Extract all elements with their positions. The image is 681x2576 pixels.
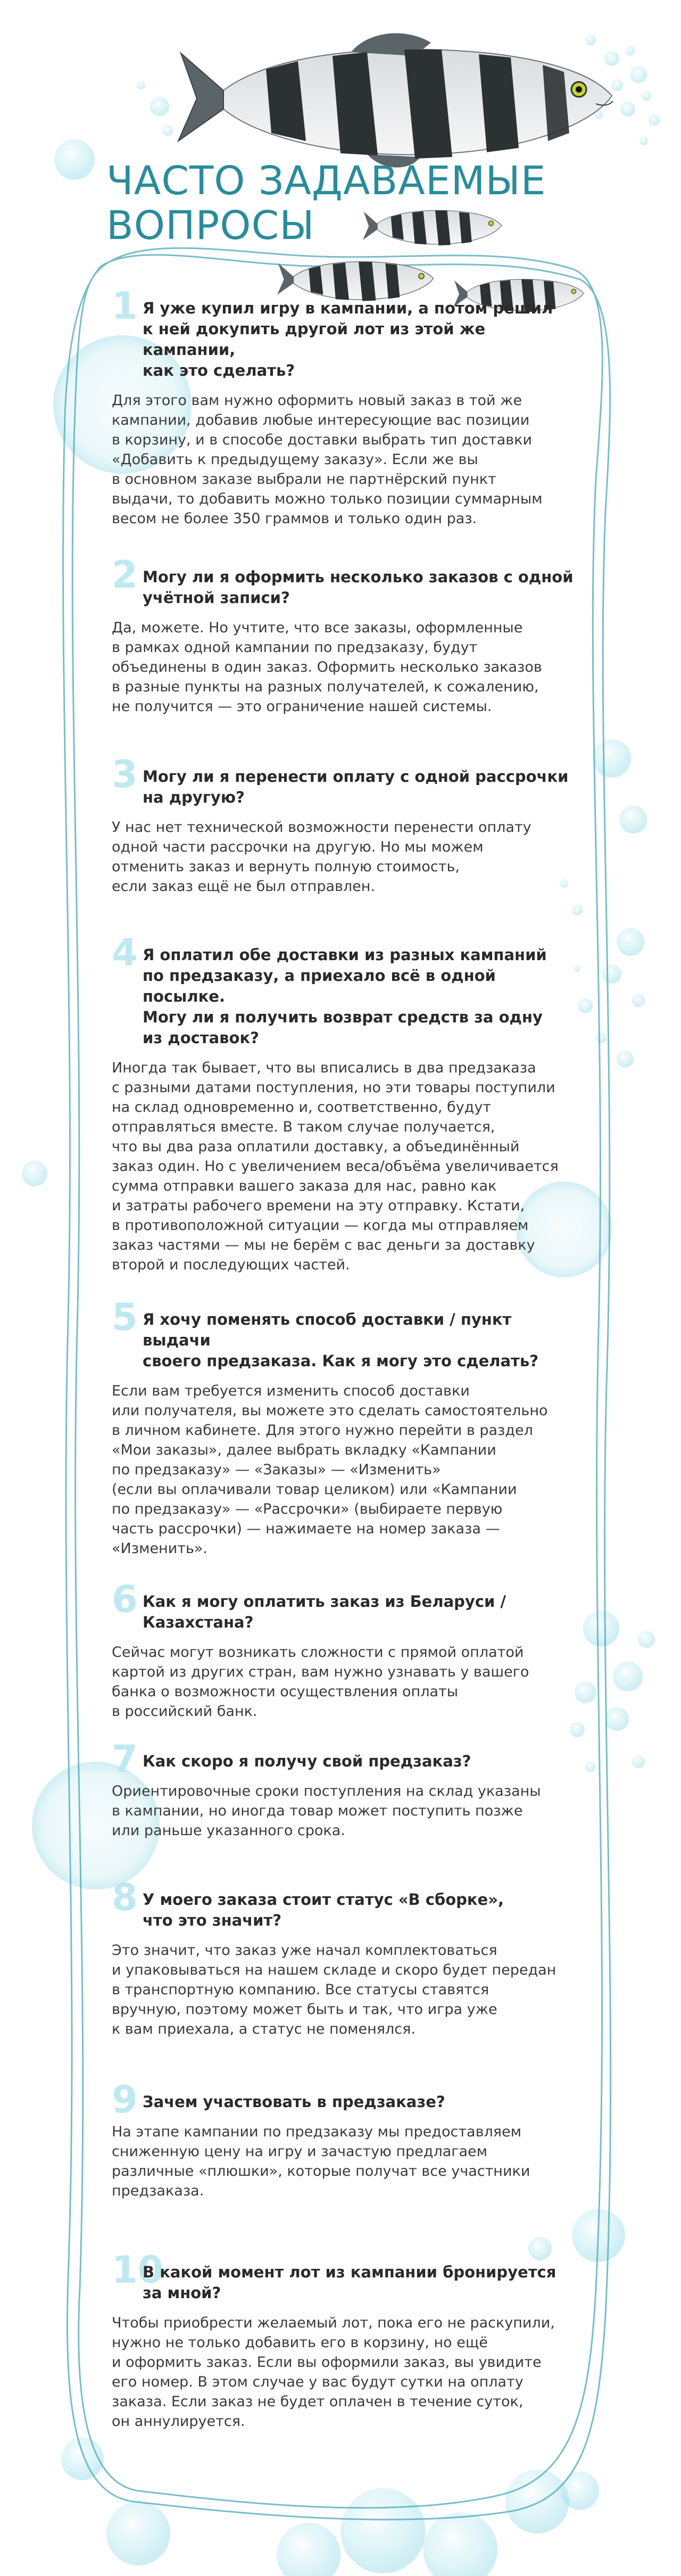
faq-item-3 (112, 753, 580, 896)
question-number: 2 (112, 553, 138, 597)
faq-item-4 (112, 931, 580, 1275)
faq-item-10 (112, 2248, 580, 2431)
question-number: 6 (112, 1578, 138, 1621)
page-title: ЧАСТО ЗАДАВАЕМЫЕ ВОПРОСЫ (106, 158, 546, 249)
question-number: 10 (112, 2248, 164, 2292)
answer-text: У нас нет технической возможности перенести оплату одной части рассрочки на другую. Но мы можем отменить заказ и вернуть полную стоимость, если заказ ещё не был отправлен. (112, 819, 531, 895)
faq-item-8 (112, 1876, 580, 2039)
answer-text: Для этого вам нужно оформить новый заказ в той же кампании, добавив любые интересующие вас позиции в корзину, и в способе доставки выбрать тип доставки «Добавить к предыдущему заказу». Если же вы в основном заказе выбрали не партнёрский пункт выдачи, то добавить можно только позиции суммарным весом не более 350 граммов и только один раз. (112, 392, 543, 527)
faq-item-9 (112, 2078, 580, 2201)
answer-text: Чтобы приобрести желаемый лот, пока его не раскупили, нужно не только добавить его в корзину, но ещё и оформить заказ. Если вы оформили заказ, вы увидите его номер. В этом случае у вас будут сутки на оплату заказа. Если заказ не будет оплачен в течение суток, он аннулируется. (112, 2315, 555, 2430)
question-title: Я оплатил обе доставки из разных кампаний по предзаказу, а приехало всё в одной посылке. Могу ли я получить возврат средств за одну из доставок? (143, 946, 547, 1047)
answer-text: Это значит, что заказ уже начал комплектоваться и упаковываться на нашем складе и скоро будет передан в транспортную компанию. Все статусы ставятся вручную, поэтому может быть и так, что игра уже к вам приехала, а статус не поменялся. (112, 1942, 557, 2037)
answer-text: Да, можете. Но учтите, что все заказы, оформленные в рамках одной кампании по предзаказу, будут объединены в один заказ. Оформить несколько заказов в разные пункты на разных получателей, к сожалению, не получится — это ограничение нашей системы. (112, 620, 542, 715)
faq-item-1 (112, 284, 580, 529)
question-number: 7 (112, 1737, 138, 1781)
question-title: Я уже купил игру в кампании, а потом решил к ней докупить другой лот из этой же кампании, как это сделать? (143, 299, 553, 379)
faq-item-7 (112, 1737, 580, 1840)
question-number: 1 (112, 284, 138, 328)
question-number: 3 (112, 753, 138, 796)
question-title: Могу ли я оформить несколько заказов с одной учётной записи? (143, 568, 574, 607)
question-title: Могу ли я перенести оплату с одной рассрочки на другую? (143, 767, 569, 806)
question-title: Зачем участвовать в предзаказе? (143, 2093, 445, 2111)
question-number: 8 (112, 1876, 138, 1919)
question-title: В какой момент лот из кампании бронируется за мной? (143, 2263, 557, 2302)
question-title: Как скоро я получу свой предзаказ? (143, 1752, 471, 1770)
answer-text: На этапе кампании по предзаказу мы предоставляем сниженную цену на игру и зачастую предлагаем различные «плюшки», которые получат все участники предзаказа. (112, 2124, 530, 2199)
answer-text: Ориентировочные сроки поступления на склад указаны в кампании, но иногда товар может поступить позже или раньше указанного срока. (112, 1783, 541, 1839)
question-number: 5 (112, 1295, 138, 1339)
faq-item-6 (112, 1578, 580, 1721)
question-number: 4 (112, 931, 138, 975)
answer-text: Иногда так бывает, что вы вписались в два предзаказа с разными датами поступления, но эти товары поступили на склад одновременно и, соответственно, будут отправляться вместе. В таком случае получается, что вы два раза оплатили доставку, а объединённый заказ один. Но с увеличением веса/объёма увеличивается сумма отправки вашего заказа для нас, равно как и затраты рабочего времени на эту отправку. Кстати, в противоположной ситуации — когда мы отправляем заказ частями — мы не берём с вас деньги за доставку второй и последующих частей. (112, 1060, 559, 1273)
answer-text: Сейчас могут возникать сложности с прямой оплатой картой из других стран, вам нужно узнавать у вашего банка о возможности осуществления оплаты в российский банк. (112, 1644, 529, 1720)
question-title: Я хочу поменять способ доставки / пункт выдачи своего предзаказа. Как я могу это сделать? (143, 1310, 539, 1370)
question-number: 9 (112, 2078, 138, 2121)
question-title: Как я могу оплатить заказ из Беларуси / Казахстана? (143, 1592, 506, 1631)
answer-text: Если вам требуется изменить способ доставки или получателя, вы можете это сделать самостоятельно в личном кабинете. Для этого нужно перейти в раздел «Мои заказы», далее выбрать вкладку «Кампании по предзаказу» — «Заказы» — «Изменить» (если вы оплачивали товар целиком) или «Кампании по предзаказу» — «Рассрочки» (выбираете первую часть рассрочки) — нажимаете на номер заказа — «Изменить». (112, 1383, 548, 1557)
faq-item-2 (112, 553, 580, 716)
question-title: У моего заказа стоит статус «В сборке», что это значит? (143, 1890, 504, 1929)
faq-item-5 (112, 1295, 580, 1558)
